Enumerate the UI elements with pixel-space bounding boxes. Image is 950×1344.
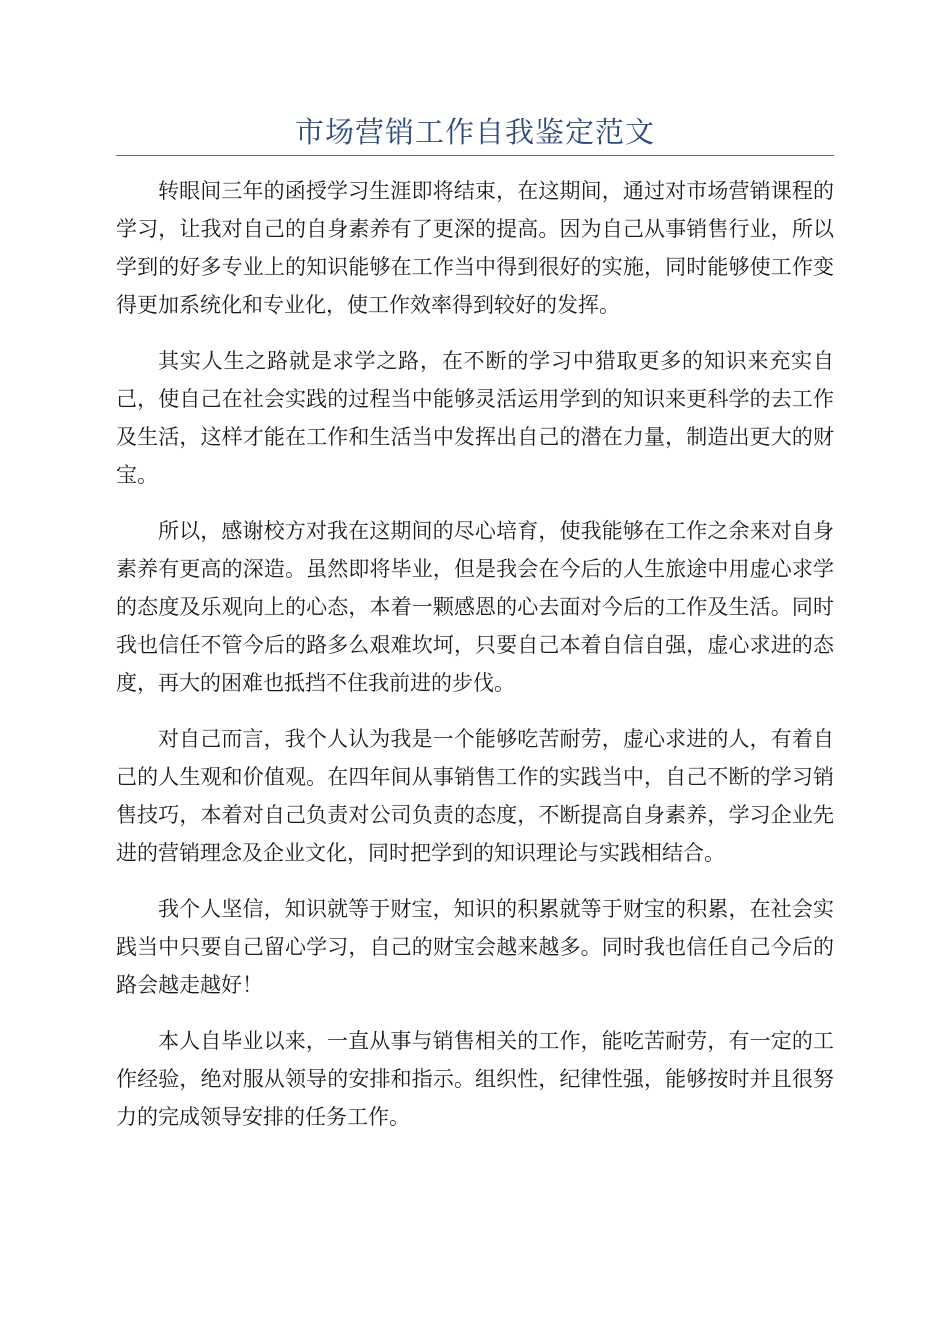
paragraph-3: 所以，感谢校方对我在这期间的尽心培育，使我能够在工作之余来对自身素养有更高的深造。虽然即将毕业，但是我会在今后的人生旅途中用虚心求学的态度及乐观向上的心态，本着一颗感恩的心去面对今后的工作及生活。同时我也信任不管今后的路多么艰难坎坷，只要自己本着自信自强，虚心求进的态度，再大的困难也抵挡不住我前进的步伐。 xyxy=(116,519,834,695)
paragraph-1: 转眼间三年的函授学习生涯即将结束，在这期间，通过对市场营销课程的学习，让我对自己的自身素养有了更深的提高。因为自己从事销售行业，所以学到的好多专业上的知识能够在工作当中得到很好的实施，同时能够使工作变得更加系统化和专业化，使工作效率得到较好的发挥。 xyxy=(116,179,834,317)
document-body xyxy=(116,172,834,1154)
paragraph-5: 我个人坚信，知识就等于财宝，知识的积累就等于财宝的积累，在社会实践当中只要自己留心学习，自己的财宝会越来越多。同时我也信任自己今后的路会越走越好！ xyxy=(116,897,834,997)
document-title: 市场营销工作自我鉴定范文 xyxy=(294,115,655,149)
paragraph-2: 其实人生之路就是求学之路，在不断的学习中猎取更多的知识来充实自己，使自己在社会实践的过程当中能够灵活运用学到的知识来更科学的去工作及生活，这样才能在工作和生活当中发挥出自己的潜在力量，制造出更大的财宝。 xyxy=(116,349,834,487)
paragraph-4: 对自己而言，我个人认为我是一个能够吃苦耐劳，虚心求进的人，有着自己的人生观和价值观。在四年间从事销售工作的实践当中，自己不断的学习销售技巧，本着对自己负责对公司负责的态度，不断提高自身素养，学习企业先进的营销理念及企业文化，同时把学到的知识理论与实践相结合。 xyxy=(116,727,834,865)
title-underline xyxy=(116,155,834,156)
paragraph-6: 本人自毕业以来，一直从事与销售相关的工作，能吃苦耐劳，有一定的工作经验，绝对服从领导的安排和指示。组织性，纪律性强，能够按时并且很努力的完成领导安排的任务工作。 xyxy=(116,1029,834,1129)
